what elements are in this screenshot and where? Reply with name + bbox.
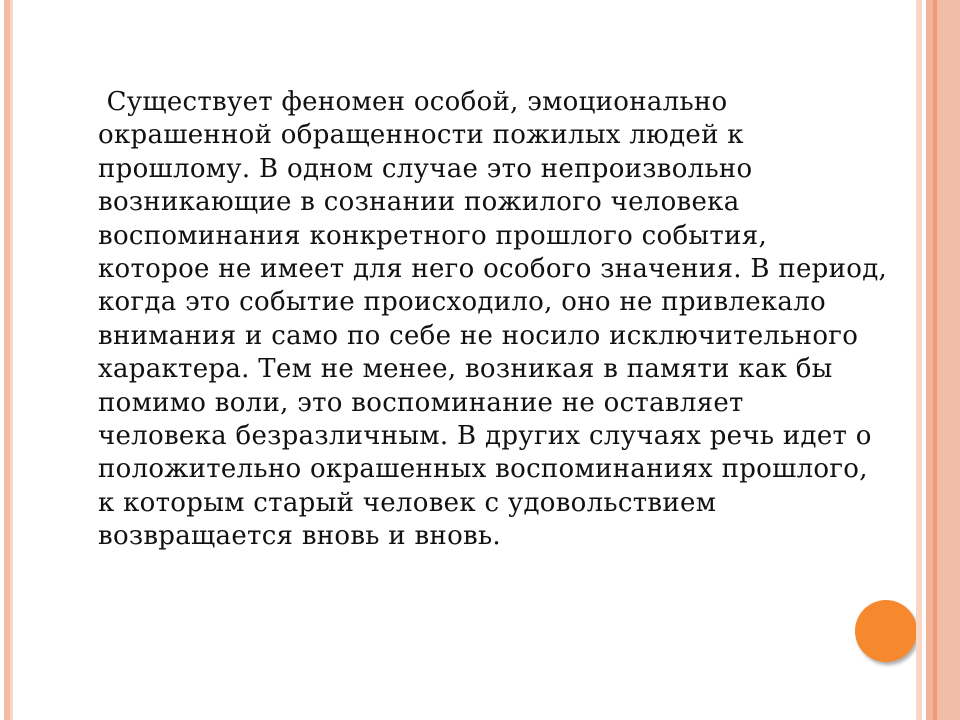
orange-circle-decoration bbox=[855, 600, 917, 662]
text-line: положительно окрашенных воспоминаниях прошлого, bbox=[98, 454, 868, 485]
text-line: человека безразличным. В других случаях речь идет о bbox=[98, 420, 872, 451]
text-line: Существует феномен особой, эмоционально bbox=[98, 87, 728, 117]
body-text-block bbox=[98, 86, 898, 553]
text-line: внимания и само по себе не носило исключительного bbox=[98, 320, 859, 351]
left-accent-stripe bbox=[4, 0, 13, 720]
text-line: характера. Тем не менее, возникая в памяти как бы bbox=[98, 354, 833, 385]
text-line: возвращается вновь и вновь. bbox=[98, 521, 501, 552]
text-line: помимо воли, это воспоминание не оставляет bbox=[98, 387, 744, 418]
text-line: прошлому. В одном случае это непроизвольно bbox=[98, 153, 753, 184]
text-line: окрашенной обращенности пожилых людей к bbox=[98, 120, 744, 151]
text-line: возникающие в сознании пожилого человека bbox=[98, 187, 740, 218]
right-thin-accent-stripe bbox=[916, 0, 922, 720]
right-accent-band bbox=[926, 0, 960, 720]
text-line: которое не имеет для него особого значения. В период, bbox=[98, 253, 888, 284]
text-line: к которым старый человек с удовольствием bbox=[98, 487, 717, 518]
text-line: когда это событие происходило, оно не привлекало bbox=[98, 287, 827, 318]
text-line: воспоминания конкретного прошлого события, bbox=[98, 220, 768, 251]
